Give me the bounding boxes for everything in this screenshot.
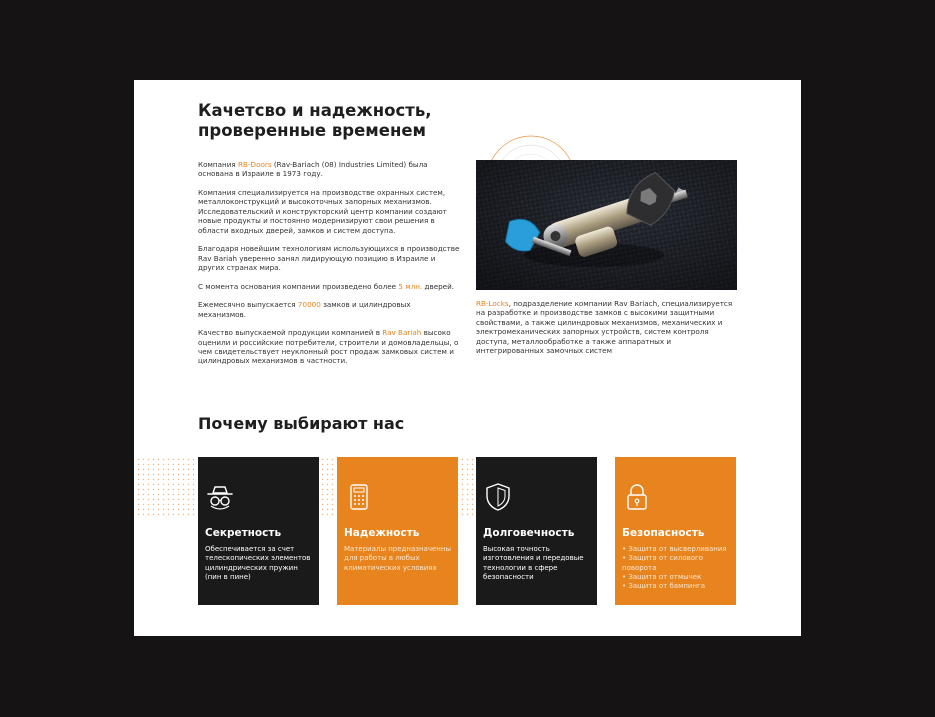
feature-list-item: • Защита от высверливания xyxy=(622,545,732,554)
lock-cylinder-photo xyxy=(476,160,737,290)
title-line-2: проверенные временем xyxy=(198,121,427,140)
feature-list-item: • Защита от отмычек xyxy=(622,573,732,582)
brand-rav-bariah: Rav Bariah xyxy=(382,328,422,338)
about-paragraph-2: Компания специализируется на производстве охранных систем, металлоконструкций и высокоточных запорных механизмов. Исследовательский и конструкторский центр компании создают новые продукты и постоянно модернизируют свои решения в области входных дверей, замков и систем доступа. xyxy=(198,188,447,235)
about-paragraph-4 xyxy=(198,282,460,291)
decorative-dots-left xyxy=(136,457,198,517)
text-fragment: Ежемесячно выпускается xyxy=(198,300,298,310)
feature-title: Безопасность xyxy=(622,527,705,539)
content-card xyxy=(134,80,801,636)
feature-title: Долговечность xyxy=(483,527,575,539)
decorative-dots-right xyxy=(460,457,475,517)
highlight-doors-count: 5 млн. xyxy=(398,281,423,291)
text-fragment: Качество выпускаемой продукции компанией в xyxy=(198,328,383,338)
spy-icon xyxy=(204,481,236,513)
feature-list xyxy=(622,545,732,591)
section-title xyxy=(198,101,498,141)
keypad-lock-icon xyxy=(343,481,375,513)
feature-text: Высокая точность изготовления и передовые технологии в сфере безопасности xyxy=(483,545,584,581)
brand-rb-doors: RB-Doors xyxy=(238,160,272,169)
feature-tile-durability xyxy=(476,457,597,605)
shield-icon xyxy=(482,481,514,513)
text-fragment: Компания xyxy=(198,160,239,169)
feature-tile-secrecy xyxy=(198,457,319,605)
about-paragraph-1 xyxy=(198,160,460,179)
why-title: Почему выбирают нас xyxy=(198,414,405,433)
about-paragraph-5 xyxy=(198,300,460,319)
feature-title: Секретность xyxy=(205,527,282,539)
feature-tile-reliability xyxy=(337,457,458,605)
feature-tile-safety xyxy=(615,457,736,605)
highlight-locks-count: 70000 xyxy=(297,300,321,310)
feature-title: Надежность xyxy=(344,527,420,539)
brand-rb-locks: RB-Locks xyxy=(476,299,509,308)
text-fragment: , подразделение компании Rav Bariach, специализируется на разработке и производстве замков с высокими защитными свойствами, а также цилиндровых механизмов, механических и электромеханических запорных устройств, систем контроля доступа, металлообработке а также аппаратных и интегрированных замочных систем xyxy=(476,299,733,356)
about-paragraph-3: Благодаря новейшим технологиям использующихся в производстве Rav Bariah уверенно занял лидирующую позицию в Израиле и других странах мира. xyxy=(198,244,460,273)
feature-text: Обеспечивается за счет телескопических элементов цилиндрических пружин (пин в пине) xyxy=(205,545,311,581)
title-line-1: Качетсво и надежность, xyxy=(198,101,432,120)
feature-text: Материалы предназначенны для работы в любых климатических условиях xyxy=(344,545,451,572)
rb-locks-text xyxy=(476,299,738,355)
about-paragraph-6 xyxy=(198,328,460,366)
text-fragment: дверей. xyxy=(422,281,455,291)
feature-list-item: • Защита от силового поворота xyxy=(622,554,732,573)
about-text xyxy=(198,160,460,375)
feature-list-item: • Защита от бампинга xyxy=(622,582,732,591)
padlock-icon xyxy=(621,481,653,513)
text-fragment: С момента основания компании произведено более xyxy=(198,281,399,291)
text-fragment: замков и цилиндровых механизмов. xyxy=(198,300,411,319)
lock-cylinder-illustration xyxy=(476,160,737,290)
text-fragment: высоко оценили и российские потребители, строители и домовладельцы, о чем свидетельствует неуклонный рост продаж замковых систем и цилиндровых механизмов в частности. xyxy=(198,328,459,366)
decorative-dots-middle xyxy=(320,457,337,517)
text-fragment: (Rav-Bariach (08) Industries Limited) была основана в Израиле в 1973 году. xyxy=(198,160,428,179)
